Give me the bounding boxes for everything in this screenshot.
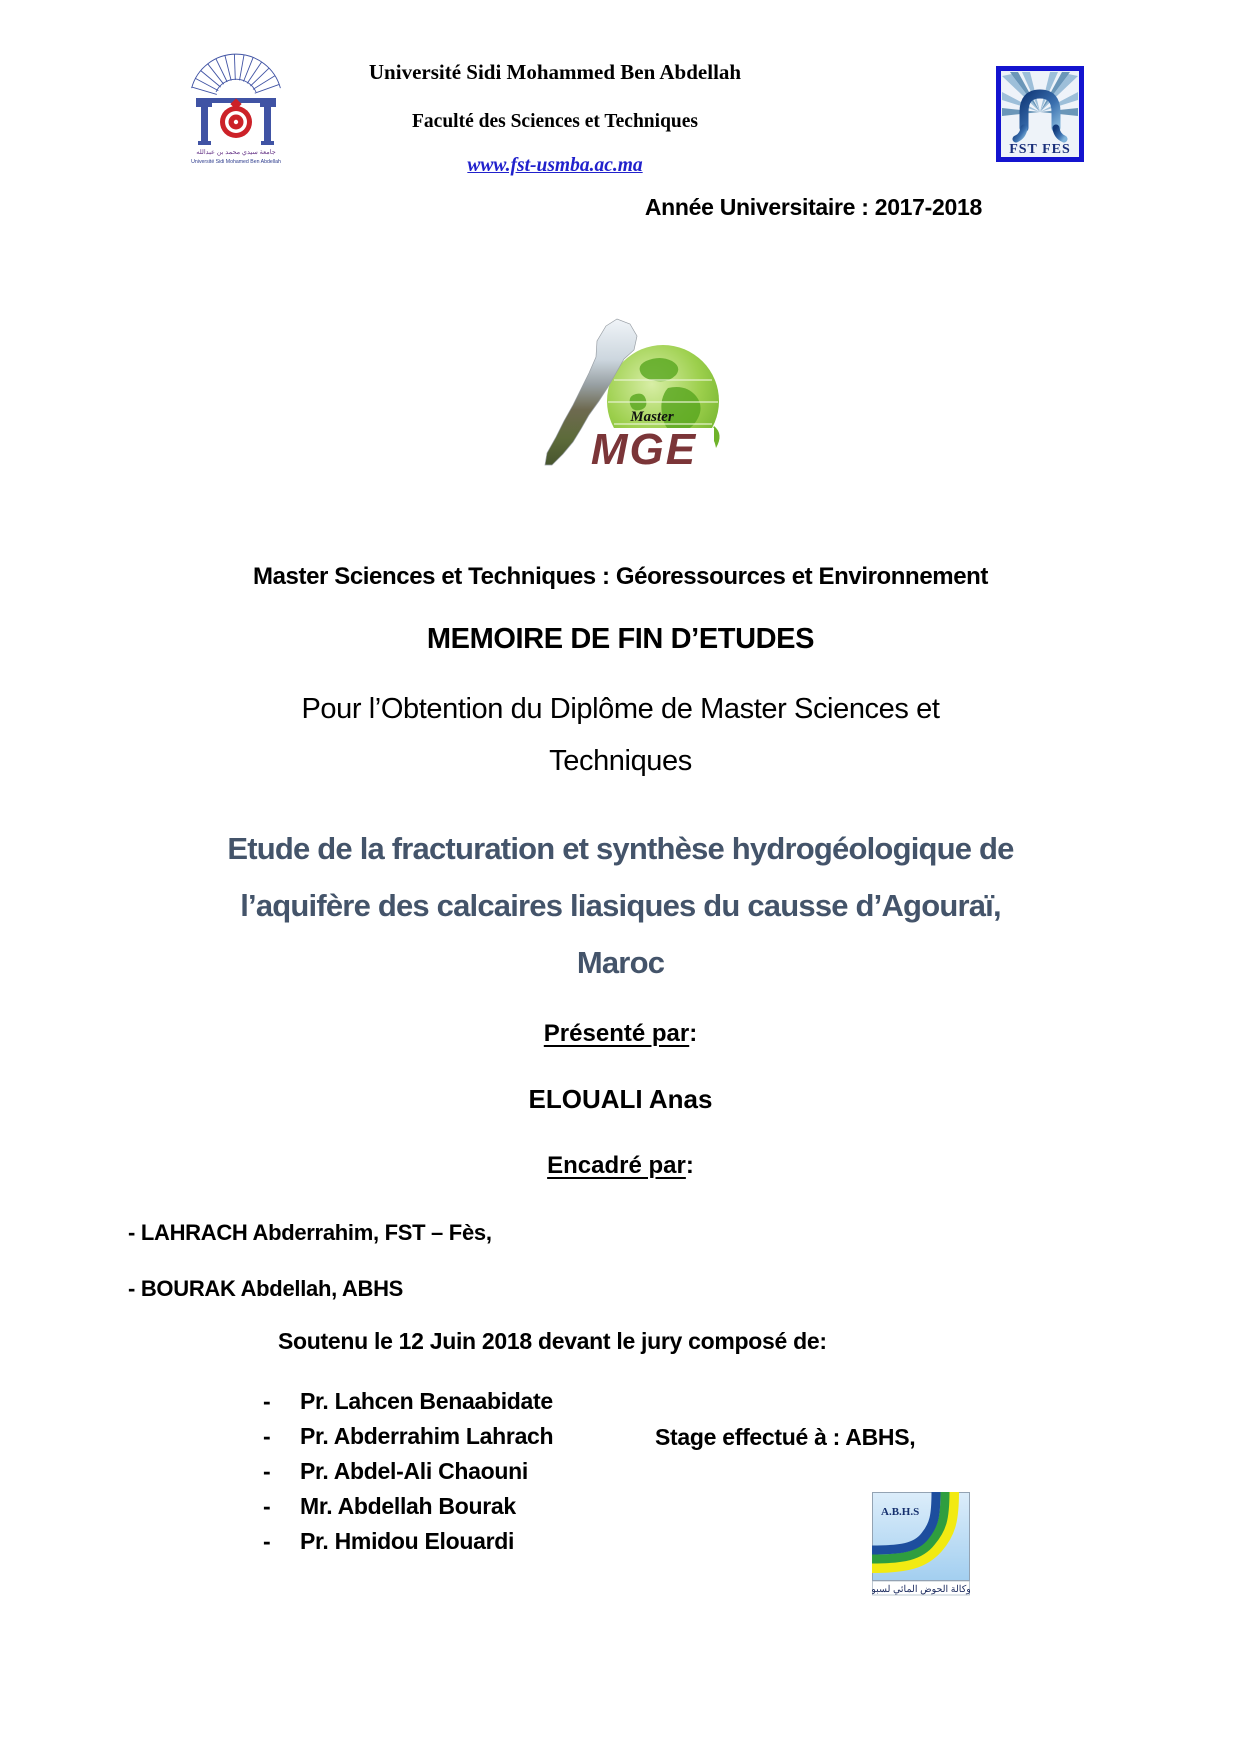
jury-member-name: Pr. Abderrahim Lahrach xyxy=(300,1423,554,1449)
jury-member xyxy=(263,1388,553,1423)
supervisor-1: - LAHRACH Abderrahim, FST – Fès, xyxy=(128,1220,492,1245)
document-type: MEMOIRE DE FIN D’ETUDES xyxy=(426,623,815,655)
thesis-title xyxy=(0,820,1241,991)
jury-member-name: Pr. Hmidou Elouardi xyxy=(300,1528,515,1554)
academic-year: Année Universitaire : 2017-2018 xyxy=(644,194,982,220)
abhs-caption-arabic: وكالة الحوض المائي لسبو xyxy=(872,1584,970,1595)
supervised-by-colon: : xyxy=(685,1152,694,1179)
list-dash: - xyxy=(263,1458,271,1484)
usmba-caption-french: Université Sidi Mohamed Ben Abdellah xyxy=(191,159,281,165)
fst-fes-label: FST FES xyxy=(1009,142,1071,157)
supervised-by-heading xyxy=(0,1152,1241,1180)
supervisor-2: - BOURAK Abdellah, ABHS xyxy=(128,1276,404,1301)
presented-by-label: Présenté par xyxy=(543,1020,690,1047)
jury-member xyxy=(263,1493,553,1528)
usmba-caption-arabic: جامعة سيدي محمد بن عبدالله xyxy=(196,149,276,156)
website-link[interactable]: www.fst-usmba.ac.ma xyxy=(467,155,643,176)
jury-member-name: Pr. Lahcen Benaabidate xyxy=(300,1388,553,1414)
abhs-logo-icon xyxy=(872,1492,970,1596)
thesis-title-line-3: Maroc xyxy=(576,945,665,980)
jury-list xyxy=(263,1388,553,1563)
master-mge-logo xyxy=(518,316,728,473)
purpose-line-2: Techniques xyxy=(549,745,692,777)
abhs-label: A.B.H.S xyxy=(881,1506,920,1518)
jury-member-name: Mr. Abdellah Bourak xyxy=(300,1493,516,1519)
presented-by-colon: : xyxy=(689,1020,698,1047)
jury-member xyxy=(263,1423,553,1458)
list-dash: - xyxy=(263,1493,271,1519)
thesis-title-line-1: Etude de la fracturation et synthèse hydrogéologique de xyxy=(227,831,1014,866)
list-dash: - xyxy=(263,1423,271,1449)
fst-fes-logo xyxy=(996,66,1084,167)
thesis-title-line-2: l’aquifère des calcaires liasiques du causse d’Agouraï, xyxy=(240,888,1001,923)
purpose-line-1: Pour l’Obtention du Diplôme de Master Sciences et xyxy=(301,693,940,725)
fst-fes-logo-icon xyxy=(996,66,1084,162)
list-dash: - xyxy=(263,1388,271,1414)
internship-statement: Stage effectué à : ABHS, xyxy=(655,1424,916,1450)
abhs-agency-logo xyxy=(872,1492,970,1601)
faculty-name: Faculté des Sciences et Techniques xyxy=(412,111,698,132)
supervised-by-label: Encadré par xyxy=(547,1152,686,1179)
university-name: Université Sidi Mohammed Ben Abdellah xyxy=(368,60,742,84)
usmba-university-logo xyxy=(186,48,286,173)
author-name: ELOUALI Anas xyxy=(528,1084,713,1114)
mge-acronym: MGE xyxy=(590,425,698,468)
jury-member-name: Pr. Abdel-Ali Chaouni xyxy=(300,1458,528,1484)
mge-logo-icon xyxy=(518,316,728,468)
defense-statement: Soutenu le 12 Juin 2018 devant le jury composé de: xyxy=(278,1328,827,1354)
presented-by-heading xyxy=(0,1020,1241,1048)
jury-member xyxy=(263,1458,553,1493)
usmba-logo-icon xyxy=(186,48,286,168)
header-text-block xyxy=(310,60,800,177)
website-line xyxy=(310,155,800,177)
mge-master-label: Master xyxy=(630,409,674,425)
list-dash: - xyxy=(263,1528,271,1554)
program-name: Master Sciences et Techniques : Géoressources et Environnement xyxy=(252,563,989,590)
jury-member xyxy=(263,1528,553,1563)
